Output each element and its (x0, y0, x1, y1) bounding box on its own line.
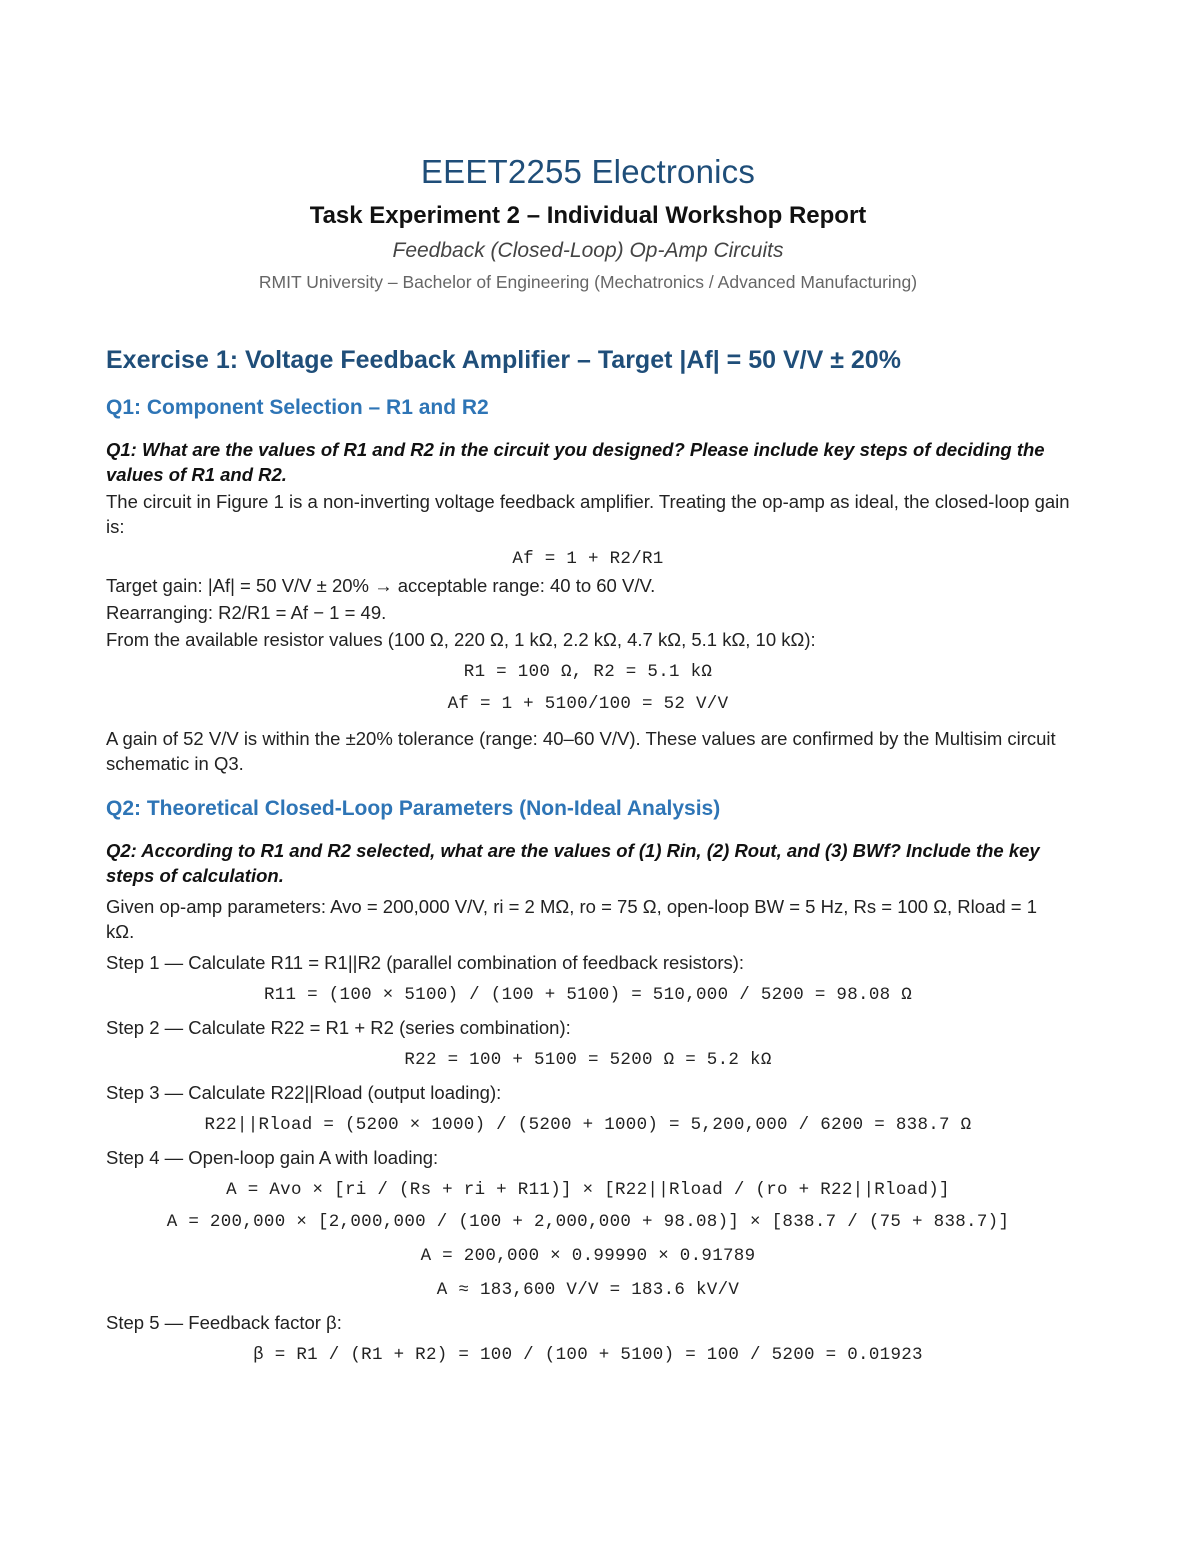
q1-paragraph-rearranging: Rearranging: R2/R1 = Af − 1 = 49. (106, 602, 387, 623)
q2-step3: Step 3 — Calculate R22||Rload (output loading): (106, 1082, 502, 1103)
q2-equation-step4c: A = 200,000 × 0.99990 × 0.91789 (420, 1246, 756, 1266)
q1-paragraph-available: From the available resistor values (100 Ω, 220 Ω, 1 kΩ, 2.2 kΩ, 4.7 kΩ, 5.1 kΩ, 10 kΩ): (106, 629, 816, 650)
q2-equation-step4b: A = 200,000 × [2,000,000 / (100 + 2,000,000 + 98.08)] × [838.7 / (75 + 838.7)] (166, 1212, 1010, 1232)
q1-equation-result: Af = 1 + 5100/100 = 52 V/V (447, 694, 729, 714)
document-title: EEET2255 Electronics (420, 153, 756, 190)
q2-equation-step4a: A = Avo × [ri / (Rs + ri + R11)] × [R22||Rload / (ro + R22||Rload)] (226, 1180, 950, 1200)
q2-step2: Step 2 — Calculate R22 = R1 + R2 (series combination): (106, 1017, 571, 1038)
q2-step4: Step 4 — Open-loop gain A with loading: (106, 1147, 439, 1168)
q2-equation-step2: R22 = 100 + 5100 = 5200 Ω = 5.2 kΩ (404, 1050, 772, 1070)
document-affiliation: RMIT University – Bachelor of Engineering (Mechatronics / Advanced Manufacturing) (258, 272, 918, 292)
q2-equation-step4d: A ≈ 183,600 V/V = 183.6 kV/V (436, 1280, 740, 1300)
q2-question: Q2: According to R1 and R2 selected, what are the values of (1) Rin, (2) Rout, and (3) BWf? Include the key steps of calculation. (106, 840, 1040, 886)
q1-paragraph-target: Target gain: |Af| = 50 V/V ± 20% → acceptable range: 40 to 60 V/V. (106, 575, 656, 596)
q1-equation-resistors: R1 = 100 Ω, R2 = 5.1 kΩ (463, 662, 713, 682)
q1-paragraph-conclusion: A gain of 52 V/V is within the ±20% tolerance (range: 40–60 V/V). These values are confirmed by the Multisim circuit schematic in Q3. (106, 728, 1056, 774)
document-page (106, 150, 1070, 1367)
q1-equation-gain: Af = 1 + R2/R1 (512, 549, 664, 569)
q1-paragraph-circuit: The circuit in Figure 1 is a non-inverting voltage feedback amplifier. Treating the op-amp as ideal, the closed-loop gain is: (106, 491, 1070, 537)
document-topic: Feedback (Closed-Loop) Op-Amp Circuits (392, 239, 784, 262)
q2-paragraph-given: Given op-amp parameters: Avo = 200,000 V/V, ri = 2 MΩ, ro = 75 Ω, open-loop BW = 5 Hz, Rs = 100 Ω, Rload = 1 kΩ. (106, 896, 1038, 942)
q2-equation-step3: R22||Rload = (5200 × 1000) / (5200 + 1000) = 5,200,000 / 6200 = 838.7 Ω (204, 1115, 972, 1135)
document-subtitle: Task Experiment 2 – Individual Workshop Report (309, 202, 867, 229)
q2-equation-step5: β = R1 / (R1 + R2) = 100 / (100 + 5100) = 100 / 5200 = 0.01923 (253, 1345, 923, 1365)
q2-heading: Q2: Theoretical Closed-Loop Parameters (Non-Ideal Analysis) (106, 797, 721, 820)
q2-step1: Step 1 — Calculate R11 = R1||R2 (parallel combination of feedback resistors): (106, 952, 745, 973)
q1-question: Q1: What are the values of R1 and R2 in the circuit you designed? Please include key steps of deciding the values of R1 and R2. (106, 439, 1045, 485)
q2-step5: Step 5 — Feedback factor β: (106, 1312, 342, 1333)
q1-heading: Q1: Component Selection – R1 and R2 (106, 396, 489, 419)
exercise1-heading: Exercise 1: Voltage Feedback Amplifier – Target |Af| = 50 V/V ± 20% (106, 346, 901, 374)
q2-equation-step1: R11 = (100 × 5100) / (100 + 5100) = 510,000 / 5200 = 98.08 Ω (263, 985, 913, 1005)
